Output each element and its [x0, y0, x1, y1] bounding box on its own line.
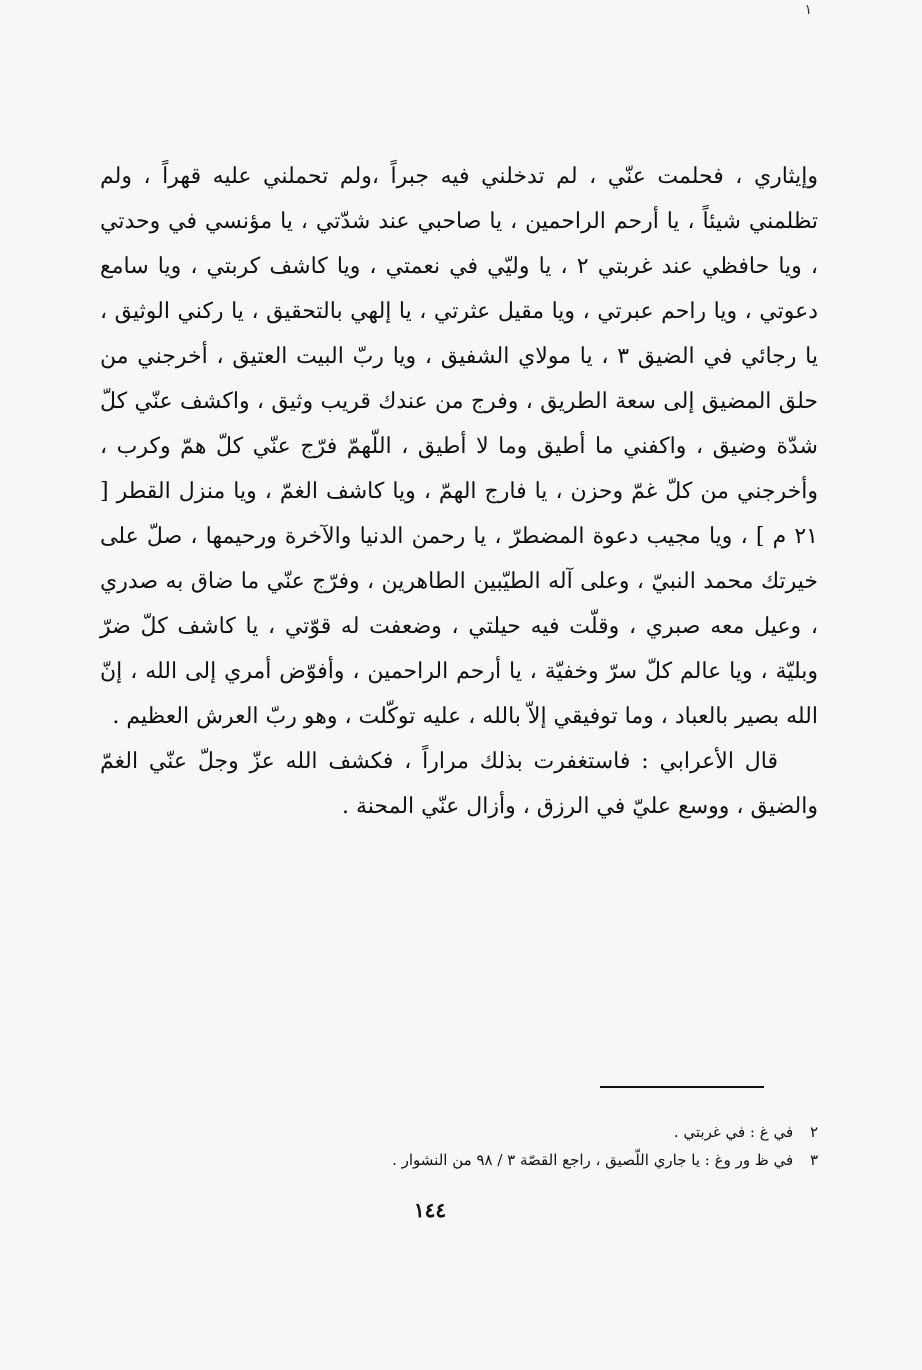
footnote-number: ٣: [809, 1151, 818, 1169]
page-number: ١٤٤: [413, 1198, 447, 1222]
paragraph-conclusion: قال الأعرابي : فاستغفرت بذلك مراراً ، فكشف الله عزّ وجلّ عنّي الغمّ والضيق ، ووسع عليّ في الرزق ، وأزال عنّي المحنة .: [100, 749, 818, 819]
paragraph-prayer: وإيثاري ، فحلمت عنّي ، لم تدخلني فيه جبراً ،ولم تحملني عليه قهراً ، ولم تظلمني شيئاً ، يا أرحم الراحمين ، يا صاحبي عند شدّتي ، يا مؤنسي في وحدتي ، ويا حافظي عند غربتي ٢ ، يا وليّي في نعمتي ، ويا كاشف كربتي ، ويا سامع دعوتي ، ويا راحم عبرتي ، ويا مقيل عثرتي ، يا إلهي بالتحقيق ، يا ركني الوثيق ، يا رجائي في الضيق ٣ ، يا مولاي الشفيق ، ويا ربّ البيت العتيق ، أخرجني من حلق المضيق إلى سعة الطريق ، وفرج من عندك قريب وثيق ، واكشف عنّي كلّ شدّة وضيق ، واكفني ما أطيق وما لا أطيق ، اللّهمّ فرّج عنّي كلّ همّ وكرب ، وأخرجني من كلّ غمّ وحزن ، يا فارج الهمّ ، ويا كاشف الغمّ ، ويا منزل القطر [ ٢١ م ] ، ويا مجيب دعوة المضطرّ ، يا رحمن الدنيا والآخرة ورحيمها ، صلّ على خيرتك محمد النبيّ ، وعلى آله الطيّبين الطاهرين ، وفرّج عنّي ما ضاق به صدري ، وعيل معه صبري ، وقلّت فيه حيلتي ، وضعفت له قوّتي ، يا كاشف كلّ ضرّ وبليّة ، ويا عالم كلّ سرّ وخفيّة ، يا أرحم الراحمين ، وأفوّض أمري إلى الله ، إنّ الله بصير بالعباد ، وما توفيقي إلاّ بالله ، عليه توكّلت ، وهو ربّ العرش العظيم .: [100, 164, 818, 729]
corner-mark: ١: [804, 2, 812, 18]
footnote: [150, 1118, 818, 1146]
footnote: [150, 1146, 818, 1174]
main-text: [100, 154, 818, 829]
footnote-text: في ظ ور وغ : يا جاري اللّصيق ، راجع القصّة ٣ / ٩٨ من النشوار .: [392, 1151, 794, 1169]
footnote-text: في غ : في غربتي .: [673, 1123, 794, 1141]
footnote-number: ٢: [809, 1123, 818, 1141]
footnotes: [150, 1118, 818, 1174]
footnote-divider: [600, 1086, 764, 1088]
